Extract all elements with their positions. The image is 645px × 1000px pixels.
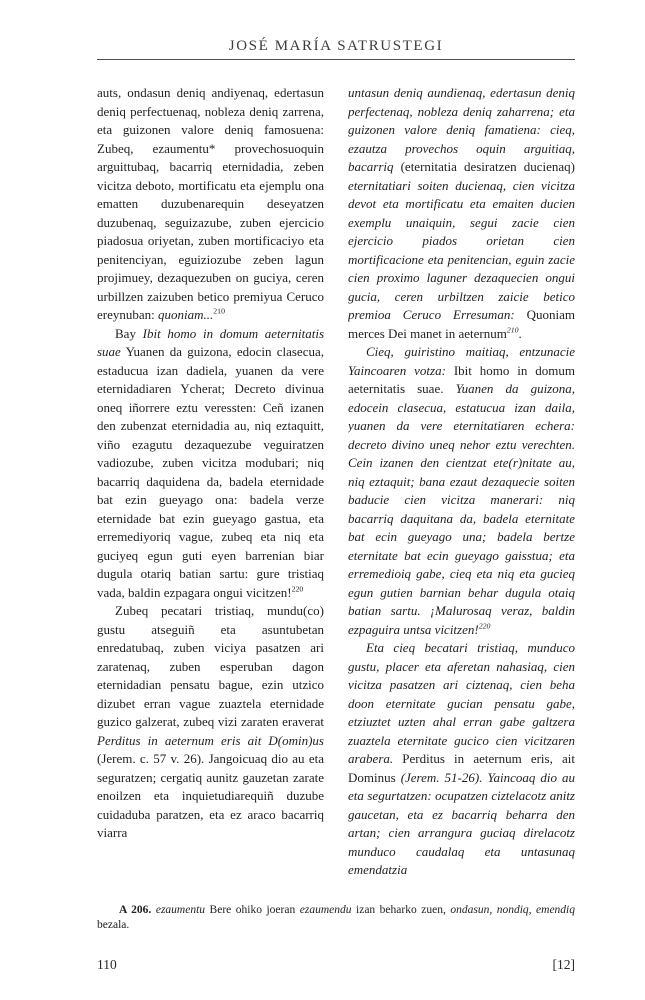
text-segment: Perditus in aeternum eris ait D(omin)us	[97, 732, 324, 748]
text-segment: izan beharko zuen,	[351, 904, 451, 916]
text-columns	[97, 84, 575, 899]
paragraph	[97, 84, 324, 325]
running-header	[97, 38, 575, 60]
bracket-page-number: [12]	[552, 957, 575, 972]
text-segment: 210	[506, 325, 519, 335]
text-segment: Yuanen da guizona, edocin clasecua, estaducua izan dadiela, yuanen da vere eternidadiaren Ycherat; Decreto divinua oneq iñorrere eztu veressten: Ceñ izanen den zubenzat eternidadia au, niq eztaquitt, viño ezagutu dezaquezube veguiratzen vadiozube, zuben vicitza modubari; niq bacarriq daquidena da, badela eternidade bat ezin gueyago ona: badela verze eternidade bat ezin gueyago gastua, eta erremediyoriq vague, zubeq eta niq eta guciyeq egun guti eyen barrenian biar dugula otariq batian sartu: gure tristiaq vada, baldin ezpagara ongui vicitzen!	[97, 344, 324, 600]
footnote	[97, 903, 575, 933]
text-segment: Quoniam merces Dei manet in aeternum	[348, 307, 575, 341]
text-segment: (eternitatia desiratzen ducienaq)	[400, 159, 575, 174]
text-segment: untasun deniq aundienaq, edertasun deniq perfectenaq, nobleza deniq zaharrena; eta guizonen valore deniq famatiena: cieq, ezautza provechos oquin arguitiaq, bacarriq	[348, 85, 575, 174]
left-column	[97, 84, 324, 899]
paragraph	[97, 602, 324, 843]
text-segment: ezaumentu	[155, 904, 206, 916]
text-segment: 210	[213, 306, 225, 316]
text-segment: ondasun, nondiq, emendiq	[450, 904, 576, 916]
paragraph	[348, 639, 575, 880]
text-segment: Cieq, guiristino maitiaq, entzunacie Yaincoaren votza:	[348, 344, 575, 378]
text-segment: Zubeq pecatari tristiaq, mundu(co) gustu atseguiñ eta asuntubetan enredatubaq, zuben viciya pasatzen ari zaratenaq, zuben esperuban dagon eternidadian pensatu bague, ezin utzico dizubet erran vague zuaztela eternidade guzico galzerat, zubeq vizi zaraten eraverat	[97, 603, 324, 729]
text-segment: eternitatiari soiten ducienaq, cien vicitza devot eta mortificatu eta emaiten ducien exemplu unaiquin, segui zacie cien ejercicio piados orietan cien mortificacione eta penitencian, eguin zacie cien proximo laguner dezaquecien ongui gucia, ceren urbiltzen zaicie betico premioa Ceruco Erresuman:	[348, 177, 575, 322]
page-number: 110	[97, 957, 117, 972]
text-segment: Yuanen da guizona, edocein clasecua, estatucua izan daila, yuanen da vere eternitatiaren echera: decreto divino uneq nehor eztu verechten. Cein izanen den cientzat ete(r)nitate au, niq eztaquit; bana ezaut dezaquecie soiten baducie cien vicitza manerari: niq bacarriq daquitana da, badela eternitate bat ecin gueyago una; badela bertze eternitate bat ecin gueyago gaisstua; eta erremedioiq gabe, cieq eta niq eta gucieq egun gutien barnian behar dugula otaiq batian sartu. ¡Malurosaq veraz, baldin ezpaguira untsa vicitzen!	[348, 381, 575, 637]
text-segment: auts, ondasun deniq andiyenaq, edertasun deniq perfectuenaq, nobleza deniq zarrena, eta guizonen valore deniq famosuena: Zubeq, ezaumentu* provechosuoquin arguittubaq, bacarriq eternidadia, zeben vicitza deboto, mortificatu eta ejemplu ona ematten duzubenarequin deseyatzen duzubenaq, seguizazube, zuben ejercicio piadosua oriyetan, zuben mortificaciyo eta penitenciyan, eguiziozube zeben lagun projimuey, dezaquezuben on guciya, ceren urbillzen zaizuben betico premiyua Ceruco ereynuban:	[97, 85, 324, 322]
text-segment: Bay	[115, 325, 143, 341]
text-segment: quoniam...	[158, 307, 214, 322]
text-segment: bezala.	[97, 919, 130, 931]
text-segment: Eta cieq becatari tristiaq, munduco gustu, placer eta aferetan nahasiaq, cien vicitza pasatzen ari ciztenaq, cien beha doon eternitate gucian pensatu gabe, etziuztet uzten ahal erran gabe galtzera zuaztela eternitate gucico cien vicitzaren arabera.	[348, 640, 575, 766]
page-header-title: JOSÉ MARÍA SATRUSTEGI	[228, 38, 444, 54]
text-segment: (Jerem. c. 57 v. 26). Jangoicuaq dio au eta seguratzen; cergatiq aunitz gauzetan zarate enoilzen eta inquietudiarequiñ duzube cuidaduba paratzen, eta ez araco bacarriq viarra	[97, 751, 324, 840]
text-segment: .	[518, 325, 522, 341]
paragraph	[348, 84, 575, 343]
text-segment: 220	[478, 621, 491, 631]
text-segment: Bere ohiko joeran	[205, 904, 300, 916]
text-segment: Ibit homo in domum aeternitatis suae.	[348, 362, 575, 396]
paragraph	[348, 343, 575, 639]
page-footer	[97, 957, 575, 973]
text-segment: A 206.	[119, 904, 152, 916]
text-segment: (Jerem. 51-26). Yaincoaq dio au eta segurtatzen: ocupatzen ciztelacotz anitz gaucetan, eta ez bacarriq beharra den artan; cien arrangura guciaq direlacotz munduco caudalaq eta untasunaq emendatzia	[348, 769, 575, 877]
text-segment: ezaumendu	[299, 904, 352, 916]
text-segment: 220	[291, 584, 304, 594]
right-column	[348, 84, 575, 899]
text-segment: Ibit homo in domum aeternitatis suae	[97, 325, 324, 359]
header-rule	[97, 59, 575, 60]
paragraph	[97, 325, 324, 603]
text-segment: Perditus in aeternum eris, ait Dominus	[348, 751, 575, 785]
